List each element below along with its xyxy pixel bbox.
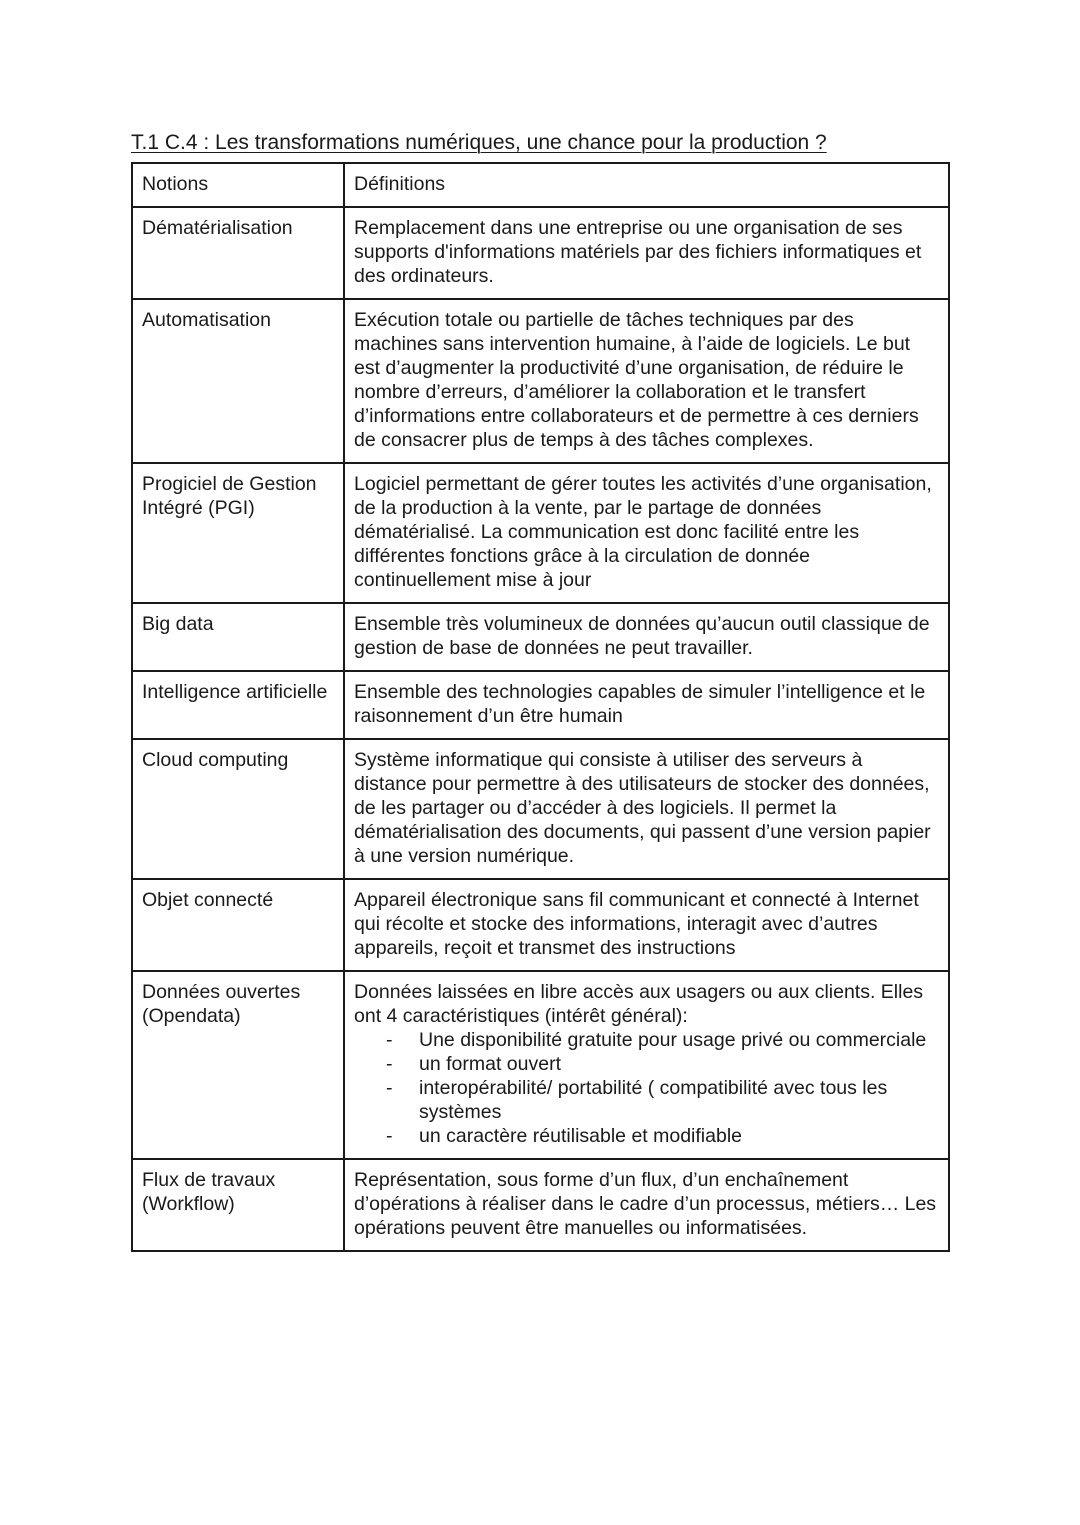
column-header-notions: Notions [132, 163, 344, 207]
definition-cell: Remplacement dans une entreprise ou une organisation de ses supports d'informations matériels par des fichiers informatiques et des ordinateurs. [344, 207, 949, 299]
list-item: - Une disponibilité gratuite pour usage privé ou commerciale [354, 1028, 939, 1052]
table-row [132, 739, 949, 879]
table-row [132, 463, 949, 603]
table-row [132, 971, 949, 1159]
definitions-table [131, 162, 950, 1252]
page-title: T.1 C.4 : Les transformations numériques, une chance pour la production ? [131, 131, 827, 154]
table-header-row [132, 163, 949, 207]
definition-cell: Système informatique qui consiste à utiliser des serveurs à distance pour permettre à des utilisateurs de stocker des données, de les partager ou d’accéder à des logiciels. Il permet la dématérialisation des documents, qui passent d’une version papier à une version numérique. [344, 739, 949, 879]
notion-cell: Objet connecté [132, 879, 344, 971]
definition-cell: Représentation, sous forme d’un flux, d’un enchaînement d’opérations à réaliser dans le cadre d’un processus, métiers… Les opérations peuvent être manuelles ou informatisées. [344, 1159, 949, 1251]
definition-cell: Exécution totale ou partielle de tâches techniques par des machines sans intervention humaine, à l’aide de logiciels. Le but est d’augmenter la productivité d’une organisation, de réduire le nombre d’erreurs, d’améliorer la collaboration et le transfert d’informations entre collaborateurs et de permettre à ces derniers de consacrer plus de temps à des tâches complexes. [344, 299, 949, 463]
notion-cell: Flux de travaux (Workflow) [132, 1159, 344, 1251]
column-header-definitions: Définitions [344, 163, 949, 207]
definition-cell: Logiciel permettant de gérer toutes les activités d’une organisation, de la production à la vente, par le partage de données dématérialisé. La communication est donc facilité entre les différentes fonctions grâce à la circulation de donnée continuellement mise à jour [344, 463, 949, 603]
notion-cell: Cloud computing [132, 739, 344, 879]
notion-cell: Automatisation [132, 299, 344, 463]
notion-cell: Big data [132, 603, 344, 671]
table-row [132, 603, 949, 671]
definition-cell: Appareil électronique sans fil communicant et connecté à Internet qui récolte et stocke des informations, interagit avec d’autres appareils, reçoit et transmet des instructions [344, 879, 949, 971]
list-item: - interopérabilité/ portabilité ( compatibilité avec tous les systèmes [354, 1076, 939, 1124]
notion-cell: Données ouvertes (Opendata) [132, 971, 344, 1159]
definition-cell: Ensemble très volumineux de données qu’aucun outil classique de gestion de base de données ne peut travailler. [344, 603, 949, 671]
definition-cell: Ensemble des technologies capables de simuler l’intelligence et le raisonnement d’un être humain [344, 671, 949, 739]
table-row [132, 671, 949, 739]
table-row [132, 879, 949, 971]
definition-cell [344, 971, 949, 1159]
table-row [132, 299, 949, 463]
definition-text: Données laissées en libre accès aux usagers ou aux clients. Elles ont 4 caractéristiques (intérêt général): [354, 981, 924, 1027]
notion-cell: Intelligence artificielle [132, 671, 344, 739]
notion-cell: Progiciel de Gestion Intégré (PGI) [132, 463, 344, 603]
table-row [132, 207, 949, 299]
characteristics-list [354, 1028, 939, 1148]
list-item: - un caractère réutilisable et modifiable [354, 1124, 939, 1148]
list-item: - un format ouvert [354, 1052, 939, 1076]
table-row [132, 1159, 949, 1251]
notion-cell: Dématérialisation [132, 207, 344, 299]
